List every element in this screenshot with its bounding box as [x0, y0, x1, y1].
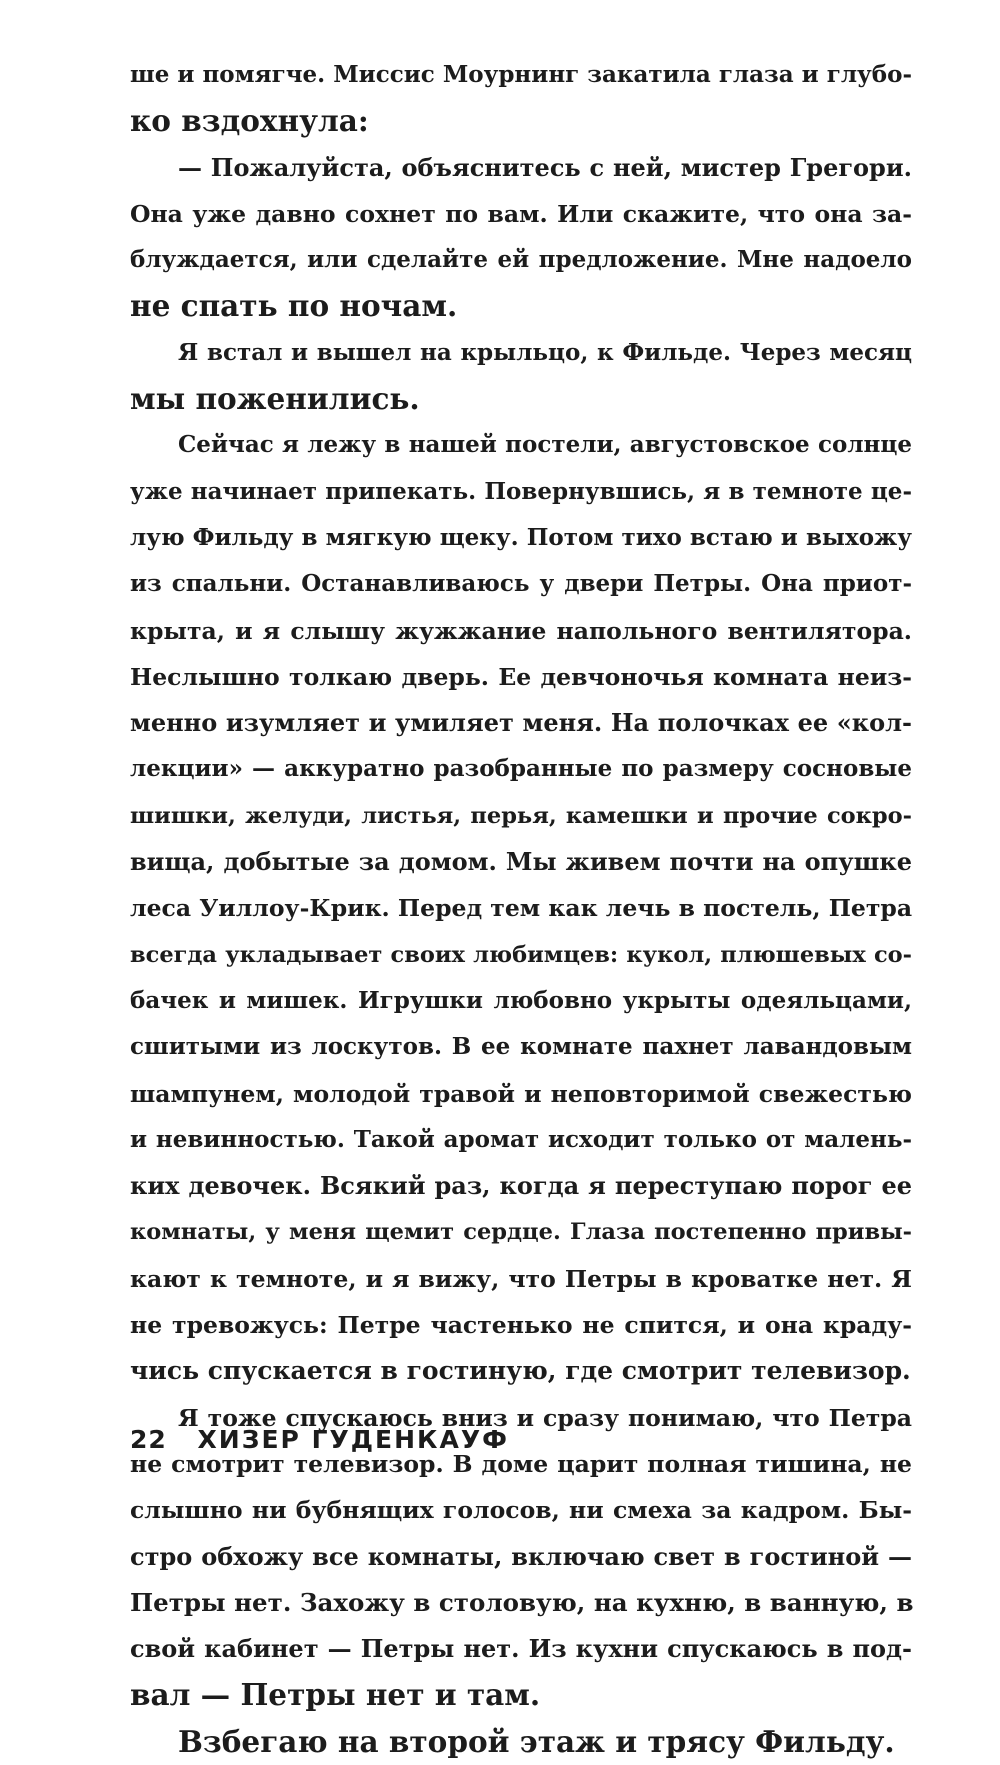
text-line: свой кабинет — Петры нет. Из кухни спускаюсь в под- — [130, 1634, 912, 1664]
text-line: ких девочек. Всякий раз, когда я переступаю порог ее — [130, 1171, 912, 1201]
text-line: стро обхожу все комнаты, включаю свет в гостиной — — [130, 1541, 912, 1571]
text-line: шишки, желуди, листья, перья, камешки и прочие сокро- — [130, 802, 912, 829]
body-text — [130, 52, 912, 1765]
running-author: ХИЗЕР ГУДЕНКАУФ — [197, 1425, 509, 1454]
text-line: Она уже давно сохнет по вам. Или скажите, что она за- — [130, 199, 912, 228]
text-line: всегда укладывает своих любимцев: кукол, плюшевых со- — [130, 941, 912, 968]
text-line: Я встал и вышел на крыльцо, к Фильде. Через месяц — [178, 338, 912, 366]
text-line: уже начинает припекать. Повернувшись, я в темноте це- — [130, 477, 912, 505]
text-line: блуждается, или сделайте ей предложение. Мне надоело — [130, 246, 912, 274]
text-line: слышно ни бубнящих голосов, ни смеха за кадром. Бы- — [130, 1496, 912, 1525]
page-number: 22 — [130, 1425, 167, 1454]
text-line: лекции» — аккуратно разобранные по размеру сосновые — [130, 755, 912, 783]
text-line: Петры нет. Захожу в столовую, на кухню, в ванную, в — [130, 1587, 914, 1617]
text-line: не спать по ночам. — [130, 288, 458, 324]
text-line: из спальни. Останавливаюсь у двери Петры. Она приот- — [130, 570, 912, 598]
page-footer — [130, 1425, 509, 1454]
text-line: бачек и мишек. Игрушки любовно укрыты одеяльцами, — [130, 986, 912, 1014]
text-line: Неслышно толкаю дверь. Ее девчоночья комната неиз- — [130, 662, 912, 691]
text-line: Я тоже спускаюсь вниз и сразу понимаю, что Петра — [178, 1403, 912, 1432]
text-line: Взбегаю на второй этаж и трясу Фильду. — [178, 1723, 895, 1759]
text-line: чись спускается в гостиную, где смотрит телевизор. — [130, 1356, 911, 1386]
text-line: и невинностью. Такой аромат исходит только от малень- — [130, 1125, 912, 1153]
text-line: менно изумляет и умиляет меня. На полочках ее «кол- — [130, 708, 912, 738]
text-line: ко вздохнула: — [130, 103, 369, 139]
text-line: кают к темноте, и я вижу, что Петры в кроватке нет. Я — [130, 1264, 912, 1293]
text-line: шампунем, молодой травой и неповторимой свежестью — [130, 1079, 912, 1108]
text-line: Сейчас я лежу в нашей постели, августовское солнце — [178, 431, 912, 459]
text-line: ше и помягче. Миссис Моурнинг закатила глаза и глубо- — [130, 61, 912, 88]
text-line: — Пожалуйста, объяснитесь с ней, мистер Грегори. — [178, 152, 912, 182]
text-line: не смотрит телевизор. В доме царит полная тишина, не — [130, 1449, 912, 1478]
text-line: комнаты, у меня щемит сердце. Глаза постепенно привы- — [130, 1219, 912, 1246]
text-line: лую Фильду в мягкую щеку. Потом тихо встаю и выхожу — [130, 523, 912, 551]
text-line: крыта, и я слышу жужжание напольного вентилятора. — [130, 616, 912, 645]
text-line: не тревожусь: Петре частенько не спится, и она краду- — [130, 1311, 912, 1340]
text-line: леса Уиллоу-Крик. Перед тем как лечь в постель, Петра — [130, 894, 913, 923]
text-line: вал — Петры нет и там. — [130, 1677, 541, 1713]
text-line: сшитыми из лоскутов. В ее комнате пахнет лавандовым — [130, 1033, 912, 1061]
text-line: вища, добытые за домом. Мы живем почти на опушке — [130, 847, 912, 877]
text-line: мы поженились. — [130, 381, 420, 417]
